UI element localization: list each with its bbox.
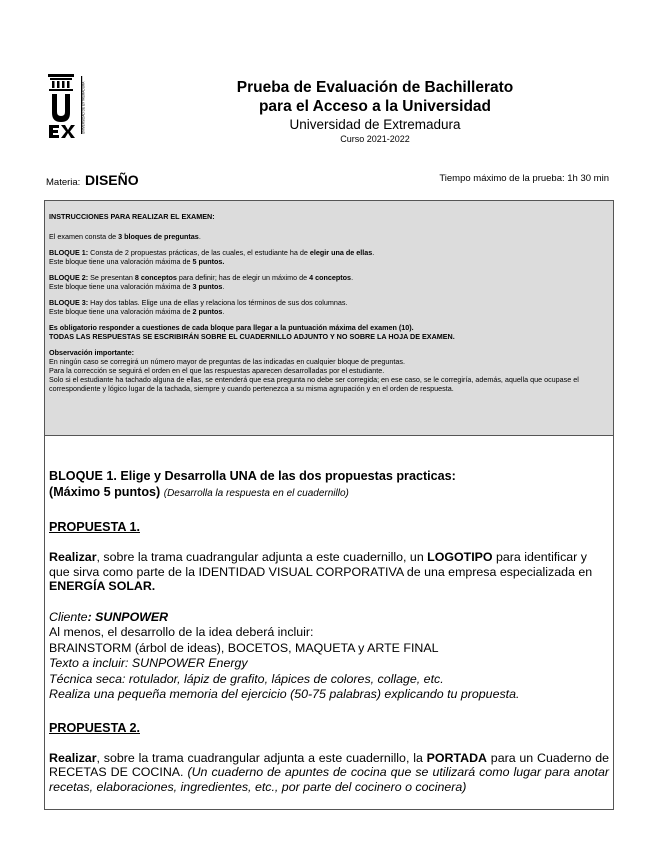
subject-value: DISEÑO	[84, 172, 139, 188]
block1-section	[44, 436, 614, 810]
instructions-block2: BLOQUE 2: Se presentan 8 conceptos para definir; has de elegir un máximo de 4 conceptos. Este bloque tiene una valoración máxima de 3 puntos.	[49, 273, 354, 291]
subject-line	[46, 172, 139, 188]
logo-caption: UNIVERSIDAD DE EXTREMADURA	[81, 81, 86, 134]
detail-line: Al menos, el desarrollo de la idea deberá incluir:	[49, 625, 314, 639]
detail-line: Texto a incluir: SUNPOWER Energy	[49, 656, 248, 670]
proposal1-text: Realizar, sobre la trama cuadrangular adjunta a este cuadernillo, un LOGOTIPO para identificar y que sirva como parte de la IDENTIDAD VISUAL CORPORATIVA de una empresa especializada en ENERGÍA SOLAR.	[49, 550, 593, 593]
header-title-line2: para el Acceso a la Universidad	[258, 98, 492, 115]
instructions-box	[44, 200, 614, 436]
subject-label: Materia:	[46, 177, 81, 188]
proposal2-text: Realizar, sobre la trama cuadrangular adjunta a este cuadernillo, la PORTADA para un Cuaderno de RECETAS DE COCINA. (Un cuaderno de apuntes de cocina que se utilizará como lugar para anotar recetas, elaboraciones, ingredientes, etc., por parte del cocinero o cocinera)	[49, 750, 610, 794]
proposal1-details	[49, 610, 609, 703]
detail-line: Realiza una pequeña memoria del ejercicio (50-75 palabras) explicando tu propuesta.	[49, 687, 520, 701]
header-university: Universidad de Extremadura	[289, 117, 461, 132]
instructions-observation: Observación importante: En ningún caso se corregirá un número mayor de preguntas de las indicadas en cualquier bloque de preguntas. Para la corrección se seguirá el orden en el que las respuestas aparecen desarrolladas por el estudiante. Solo si el estudiante ha tachado alguna de ellas, se entenderá que esa pregunta no debe ser corregida; en ese caso, se le corregiría, además, aquella que ocupase el correspondiente y lógico lugar de la tachada, siempre y cuando pertenezca a su misma agrupación y en el orden de respuesta.	[49, 348, 579, 393]
client-line: Cliente: SUNPOWER	[49, 609, 169, 624]
detail-line: BRAINSTORM (árbol de ideas), BOCETOS, MAQUETA y ARTE FINAL	[49, 640, 439, 655]
instructions-block1: BLOQUE 1: Consta de 2 propuestas prácticas, de las cuales, el estudiante ha de elegir una de ellas. Este bloque tiene una valoración máxima de 5 puntos.	[49, 248, 375, 266]
header-title-line1: Prueba de Evaluación de Bachillerato	[236, 79, 514, 96]
instructions-intro: El examen consta de 3 bloques de preguntas.	[49, 232, 201, 241]
time-limit: Tiempo máximo de la prueba: 1h 30 min	[439, 173, 609, 184]
header-course: Curso 2021-2022	[340, 134, 410, 144]
instructions-heading: INSTRUCCIONES PARA REALIZAR EL EXAMEN:	[49, 212, 215, 221]
university-logo	[44, 72, 92, 138]
detail-line: Técnica seca: rotulador, lápiz de grafito, lápices de colores, collage, etc.	[49, 671, 444, 686]
proposal1-title: PROPUESTA 1.	[49, 520, 140, 534]
instructions-mandatory: Es obligatorio responder a cuestiones de cada bloque para llegar a la puntuación máxima del examen (10). TODAS LAS RESPUESTAS SE ESCRIBIRÁN SOBRE EL CUADERNILLO ADJUNTO Y NO SOBRE LA HOJA DE EXAMEN.	[49, 323, 455, 341]
block1-points: (Máximo 5 puntos)	[49, 485, 161, 499]
block1-note: (Desarrolla la respuesta en el cuadernillo)	[163, 488, 349, 499]
proposal2-title: PROPUESTA 2.	[49, 720, 140, 735]
instructions-block3: BLOQUE 3: Hay dos tablas. Elige una de ellas y relaciona los términos de sus dos columnas. Este bloque tiene una valoración máxima de 2 puntos.	[49, 298, 348, 316]
block1-title: BLOQUE 1. Elige y Desarrolla UNA de las dos propuestas practicas: (Máximo 5 puntos) (Desarrolla la respuesta en el cuadernillo)	[49, 469, 456, 499]
exam-header	[200, 78, 550, 146]
